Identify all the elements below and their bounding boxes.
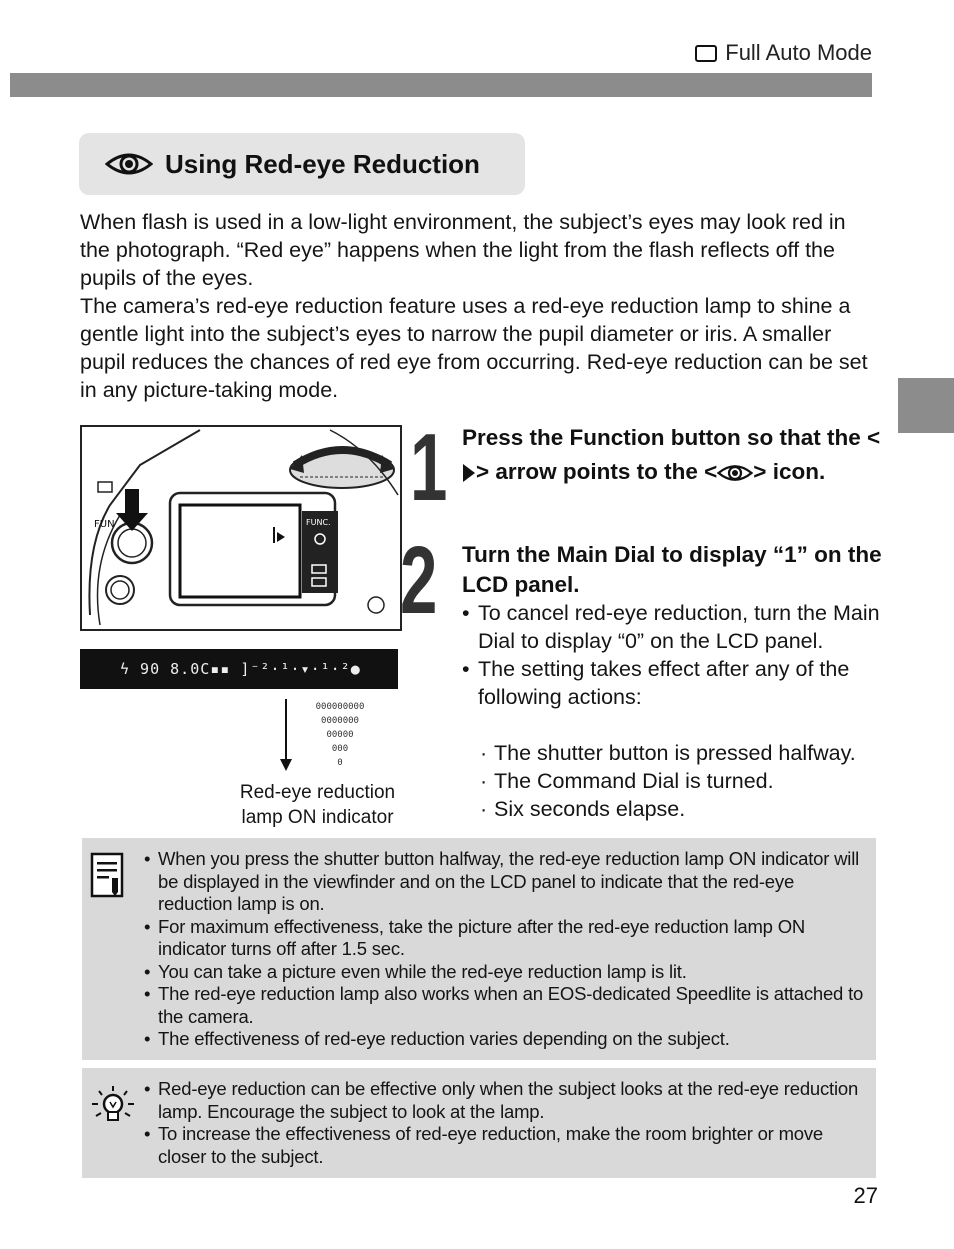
func-label: FUNC. — [306, 518, 331, 527]
list-item: • You can take a picture even while the red-eye reduction lamp is lit. — [144, 961, 870, 984]
list-item: • To increase the effectiveness of red-eye reduction, make the room brighter or move closer to the subject. — [144, 1123, 870, 1168]
step-number-1: 1 — [410, 414, 448, 521]
list-item: • Red-eye reduction can be effective only when the subject looks at the red-eye reduction lamp. Encourage the subject to look at the lamp. — [144, 1078, 870, 1123]
list-item: · Six seconds elapse. — [478, 795, 898, 823]
intro-paragraph-1: When flash is used in a low-light environment, the subject’s eyes may look red in the photograph. “Red eye” happens when the light from the flash reflects off the pupils of the eyes. — [80, 210, 846, 290]
section-label: Full Auto Mode — [725, 40, 872, 65]
lamp-indicator-diagram — [270, 697, 380, 775]
red-eye-icon — [105, 150, 153, 178]
tip-list — [144, 1078, 870, 1168]
title-box — [79, 133, 525, 195]
lamp-caption: Red-eye reduction lamp ON indicator — [239, 782, 396, 828]
step-2-bullets — [462, 599, 882, 711]
header-bar — [10, 73, 872, 97]
lightbulb-tip-icon — [88, 1082, 138, 1128]
list-item: • The setting takes effect after any of the following actions: — [462, 655, 882, 711]
intro-paragraph-2: The camera’s red-eye reduction feature uses a red-eye reduction lamp to shine a gentle light into the subject’s eyes to narrow the pupil diameter or iris. A smaller pupil reduces the chances of red eye from occurring. Red-eye reduction can be set in any picture-taking mode. — [80, 294, 868, 402]
list-item: · The Command Dial is turned. — [478, 767, 898, 795]
svg-text:00000: 00000 — [326, 730, 354, 740]
side-tab — [898, 378, 954, 433]
full-auto-mode-icon — [695, 45, 717, 62]
step-1-title: Press the Function button so that the <> arrow points to the < > icon. — [462, 425, 881, 484]
fun-label: FUN — [94, 519, 115, 530]
red-eye-icon — [717, 462, 753, 484]
svg-text:000: 000 — [331, 744, 349, 754]
camera-top-illustration — [80, 425, 402, 631]
list-item: • The red-eye reduction lamp also works when an EOS-dedicated Speedlite is attached to the camera. — [144, 983, 870, 1028]
page-number: 27 — [853, 1183, 878, 1208]
list-item: • To cancel red-eye reduction, turn the Main Dial to display “0” on the LCD panel. — [462, 599, 882, 655]
step-2-title: Turn the Main Dial to display “1” on the LCD panel. — [462, 542, 882, 597]
tip-box — [82, 1068, 876, 1178]
section-header — [695, 40, 872, 66]
list-item: • For maximum effectiveness, take the picture after the red-eye reduction lamp ON indicator turns off after 1.5 sec. — [144, 916, 870, 961]
triangle-right-arrow-icon — [462, 463, 476, 483]
step-2-sub-items — [478, 739, 898, 823]
list-item: • When you press the shutter button halfway, the red-eye reduction lamp ON indicator will be displayed in the viewfinder and on the LCD panel to indicate that the red-eye reduction lamp is on. — [144, 848, 870, 916]
lcd-panel-display: ϟ 90 8.0C▪▪ ]⁻²·¹·▾·¹·²● — [80, 649, 398, 689]
svg-text:0000000: 0000000 — [321, 716, 359, 726]
step-number-2: 2 — [400, 527, 438, 634]
note-list — [144, 848, 870, 1051]
svg-text:0: 0 — [337, 758, 343, 768]
page-title: Using Red-eye Reduction — [165, 148, 480, 179]
list-item: • The effectiveness of red-eye reduction varies depending on the subject. — [144, 1028, 870, 1051]
memo-icon — [90, 852, 124, 898]
note-box — [82, 838, 876, 1060]
list-item: · The shutter button is pressed halfway. — [478, 739, 898, 767]
svg-text:000000000: 000000000 — [315, 702, 365, 712]
